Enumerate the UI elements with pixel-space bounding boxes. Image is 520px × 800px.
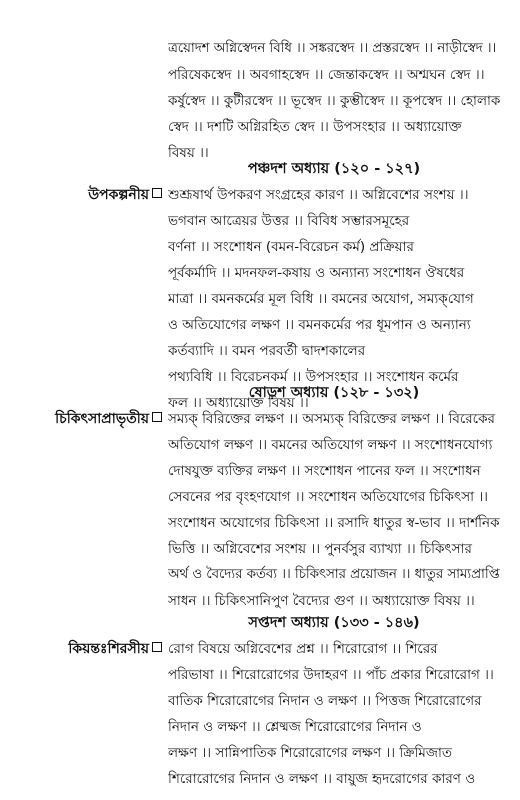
chapter-label-text: কিয়ন্তঃশিরসীয় <box>68 641 149 657</box>
contents-line: সেবনের পর বৃংহণযোগ ।। সংশোধন অতিযোগের চিকিৎসা ।। <box>168 489 488 505</box>
chapter-heading: সপ্তদশ অধ্যায় (১৩৩ - ১৪৬) <box>248 615 420 631</box>
contents-line: নিদান ও লক্ষণ ।। শ্লেষ্মজ শিরোরোগের নিদান ও <box>168 719 422 735</box>
contents-line: পরিভাষা ।। শিরোরোগের উদাহরণ ।। পাঁচ প্রকার শিরোরোগ ।। <box>168 667 494 683</box>
chapter-heading: ষোড়শ অধ্যায় (১২৮ - ১৩২) <box>248 385 420 401</box>
chapter-contents <box>168 636 500 792</box>
contents-line: ও অতিযোগের লক্ষণ ।। বমনকর্মের পর ধূমপান ও অন্যান্য <box>168 317 471 333</box>
contents-line: সম্যক্‌ বিরিক্তের লক্ষণ ।। অসম্যক্‌ বিরিক্তের লক্ষণ ।। বিরেকের <box>168 411 495 427</box>
square-bullet-icon <box>152 188 162 198</box>
contents-line: পূর্বকর্মাদি ।। মদনফল-কষায় ও অন্যান্য সংশোধন ঔষধের <box>168 265 465 281</box>
chapter-label <box>2 182 162 208</box>
contents-line: ভিত্তি ।। অগ্নিবেশের সংশয় ।। পুনর্বসুর ব্যাখ্যা ।। চিকিৎসার <box>168 541 472 557</box>
contents-line: দোষযুক্ত ব্যক্তির লক্ষণ ।। সংশোধন পানের ফল ।। সংশোধন <box>168 463 481 479</box>
contents-line: রোগ বিষয়ে অগ্নিবেশের প্রশ্ন ।। শিরোরোগ ।। শিরের <box>168 641 438 657</box>
contents-line: কর্তব্যাদি ।। বমন পরবর্তী দ্বাদশকালের <box>168 343 366 359</box>
contents-line: ত্রয়োদশ অগ্নিস্বেদন বিধি ।। সঙ্করস্বেদ ।। প্রস্তরস্বেদ ।। নাড়ীস্বেদ ।। <box>168 41 497 56</box>
contents-line: বর্ণনা ।। সংশোধন (বমন-বিরেচন কর্ম) প্রক্রিয়ার <box>168 239 414 255</box>
contents-line: পরিষেকস্বেদ ।। অবগাহস্বেদ ।। জেন্তাকস্বেদ ।। অশ্মঘন স্বেদ ।। <box>168 67 485 83</box>
contents-line: শিরোরোগের নিদান ও লক্ষণ ।। বায়ুজ হৃদরোগের কারণ ও <box>168 771 476 787</box>
square-bullet-icon <box>152 642 162 652</box>
contents-line: স্বেদ ।। দশটি অগ্নিরহিত স্বেদ ।। উপসংহার ।। অধ্যায়োক্ত <box>168 119 462 135</box>
contents-line: শুশ্রূষার্থ উপকরণ সংগ্রহের কারণ ।। অগ্নিবেশের সংশয় ।। <box>168 187 469 203</box>
contents-line: সংশোধন অযোগের চিকিৎসা ।। রসাদি ধাতুর স্ব-ভাব ।। দার্শনিক <box>168 515 500 531</box>
contents-line: সাধন ।। চিকিৎসানিপুণ বৈদ্যের গুণ ।। অধ্যায়োক্ত বিষয় ।। <box>168 593 475 609</box>
square-bullet-icon <box>152 412 162 422</box>
contents-line: কর্ষুস্বেদ ।। কুটীরস্বেদ ।। ভূস্বেদ ।। কুম্ভীস্বেদ ।। কূপস্বেদ ।। হোলাক <box>168 93 500 109</box>
chapter-label <box>2 636 162 662</box>
contents-line: ভগবান আত্রেয়র উত্তর ।। বিবিধ সম্ভারসমূহের <box>168 213 410 229</box>
chapter-label <box>2 406 162 432</box>
contents-line: লক্ষণ ।। সান্নিপাতিক শিরোরোগের লক্ষণ ।। ক্রিমিজাত <box>168 745 453 761</box>
contents-line: অতিযোগ লক্ষণ ।। বমনের অতিযোগ লক্ষণ ।। সংশোধনযোগ্য <box>168 437 493 453</box>
contents-line: মাত্রা ।। বমনকর্মের মূল বিধি ।। বমনের অযোগ, সম্যক্‌যোগ <box>168 291 474 307</box>
contents-line: ফল ।। অধ্যায়োক্ত বিষয় ।। <box>168 395 309 411</box>
chapter-contents <box>168 406 500 614</box>
intro-contents <box>168 36 500 166</box>
chapter-heading: পঞ্চদশ অধ্যায় (১২০ - ১২৭) <box>247 161 421 177</box>
chapter-label-text: চিকিৎসাপ্রাভৃতীয় <box>55 411 149 427</box>
contents-line: পথ্যবিধি ।। বিরেচনকর্ম ।। উপসংহার ।। সংশোধন কর্মের <box>168 369 459 385</box>
contents-line: বাতিক শিরোরোগের নিদান ও লক্ষণ ।। পিত্তজ শিরোরোগের <box>168 693 482 709</box>
contents-line: বিষয় ।। <box>168 145 209 161</box>
chapter-label-text: উপকল্পনীয় <box>88 187 149 203</box>
contents-line: অর্থ ও বৈদ্যের কর্তব্য ।। চিকিৎসার প্রয়োজন ।। ধাতুর সাম্যপ্রাপ্তি <box>168 567 500 582</box>
